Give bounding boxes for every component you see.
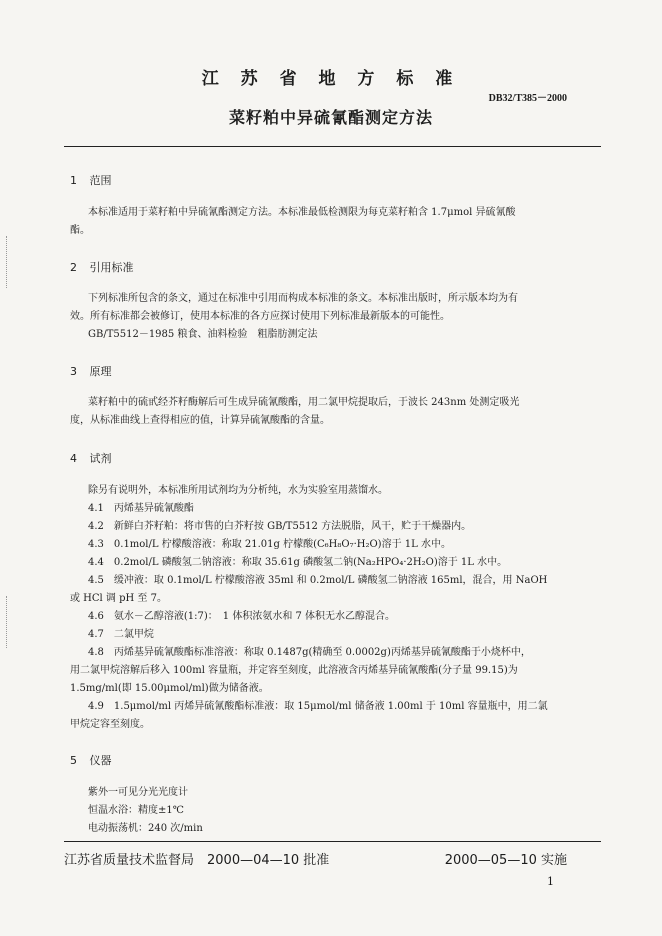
list-item: 4.8 丙烯基异硫氰酸酯标准溶液：称取 0.1487g(精确至 0.0002g)丙烯基异硫氰酸酯于小烧杯中， — [88, 647, 531, 658]
section-heading-2 — [70, 259, 134, 275]
binding-hole-marks — [6, 596, 11, 648]
instrument-item: 恒温水浴：精度±1℃ — [88, 805, 184, 816]
instrument-item: 电动振荡机：240 次/min — [88, 823, 203, 834]
list-item: 4.1 丙烯基异硫氰酸酯 — [88, 503, 194, 514]
section-number: 2 — [70, 261, 77, 274]
paragraph: 度，从标准曲线上查得相应的值，计算异硫氰酸酯的含量。 — [70, 415, 330, 426]
list-item-continued: 甲烷定容至刻度。 — [70, 719, 150, 730]
implementation-date: 2000—05—10 实施 — [444, 853, 567, 868]
list-item: 4.7 二氯甲烷 — [88, 629, 154, 640]
standard-number: DB32/T385－2000 — [488, 93, 567, 104]
paragraph: 本标准适用于菜籽粕中异硫氰酯测定方法。本标准最低检测限为每克菜籽粕含 1.7μmol 异硫氰酸 — [88, 207, 516, 218]
section-title: 仪器 — [89, 754, 112, 767]
list-item-continued: 或 HCl 调 pH 至 7。 — [70, 593, 167, 604]
paragraph: 下列标准所包含的条文，通过在标准中引用而构成本标准的条文。本标准出版时，所示版本均为有 — [88, 293, 518, 304]
list-item-continued: 用二氯甲烷溶解后移入 100ml 容量瓶，并定容至刻度，此溶液含丙烯基异硫氰酸酯(分子量 99.15)为 — [70, 665, 518, 676]
paragraph: 效。所有标准都会被修订，使用本标准的各方应探讨使用下列标准最新版本的可能性。 — [70, 311, 450, 322]
approval-line: 江苏省质量技术监督局 2000—04—10 批准 — [64, 853, 330, 868]
section-number: 4 — [70, 452, 77, 465]
list-item: 4.4 0.2mol/L 磷酸氢二钠溶液：称取 35.61g 磷酸氢二钠(Na₂HPO₄·2H₂O)溶于 1L 水中。 — [88, 557, 508, 568]
section-heading-3 — [70, 363, 112, 379]
list-item-continued: 1.5mg/ml(即 15.00μmol/ml)做为储备液。 — [70, 683, 269, 694]
section-number: 5 — [70, 754, 77, 767]
instrument-item: 紫外一可见分光光度计 — [88, 787, 188, 798]
section-number: 1 — [70, 174, 77, 187]
paragraph: 菜籽粕中的硫甙经芥籽酶解后可生成异硫氰酸酯，用二氯甲烷提取后，于波长 243nm 处测定吸光 — [88, 397, 520, 408]
footer-rule — [64, 841, 601, 842]
binding-hole-marks — [6, 236, 11, 288]
section-heading-4 — [70, 450, 112, 466]
list-item: 4.2 新鲜白芥籽粕：将市售的白芥籽按 GB/T5512 方法脱脂，风干，贮于干燥器内。 — [88, 521, 472, 532]
paragraph: 除另有说明外，本标准所用试剂均为分析纯，水为实验室用蒸馏水。 — [88, 485, 388, 496]
standard-title: 江 苏 省 地 方 标 准 — [201, 69, 461, 89]
document-title: 菜籽粕中异硫氰酯测定方法 — [228, 108, 433, 127]
list-item: 4.9 1.5μmol/ml 丙烯异硫氰酸酯标准液：取 15μmol/ml 储备液 1.00ml 于 10ml 容量瓶中，用二氯 — [88, 701, 548, 712]
header-rule — [64, 146, 601, 147]
section-number: 3 — [70, 365, 77, 378]
section-heading-5 — [70, 752, 112, 768]
section-title: 引用标准 — [89, 261, 134, 274]
section-title: 试剂 — [89, 452, 112, 465]
list-item: 4.5 缓冲液：取 0.1mol/L 柠檬酸溶液 35ml 和 0.2mol/L 磷酸氢二钠溶液 165ml，混合，用 NaOH — [88, 575, 548, 586]
section-title: 原理 — [89, 365, 112, 378]
list-item: 4.6 氨水－乙醇溶液(1:7)： 1 体积浓氨水和 7 体积无水乙醇混合。 — [88, 611, 396, 622]
paragraph: 酯。 — [70, 225, 90, 236]
section-title: 范围 — [89, 174, 112, 187]
list-item: 4.3 0.1mol/L 柠檬酸溶液：称取 21.01g 柠檬酸(C₆H₈O₇·H₂O)溶于 1L 水中。 — [88, 539, 451, 550]
reference-item: GB/T5512－1985 粮食、油料检验 粗脂肪测定法 — [88, 329, 318, 340]
section-heading-1 — [70, 172, 112, 188]
page-number: 1 — [547, 875, 554, 888]
